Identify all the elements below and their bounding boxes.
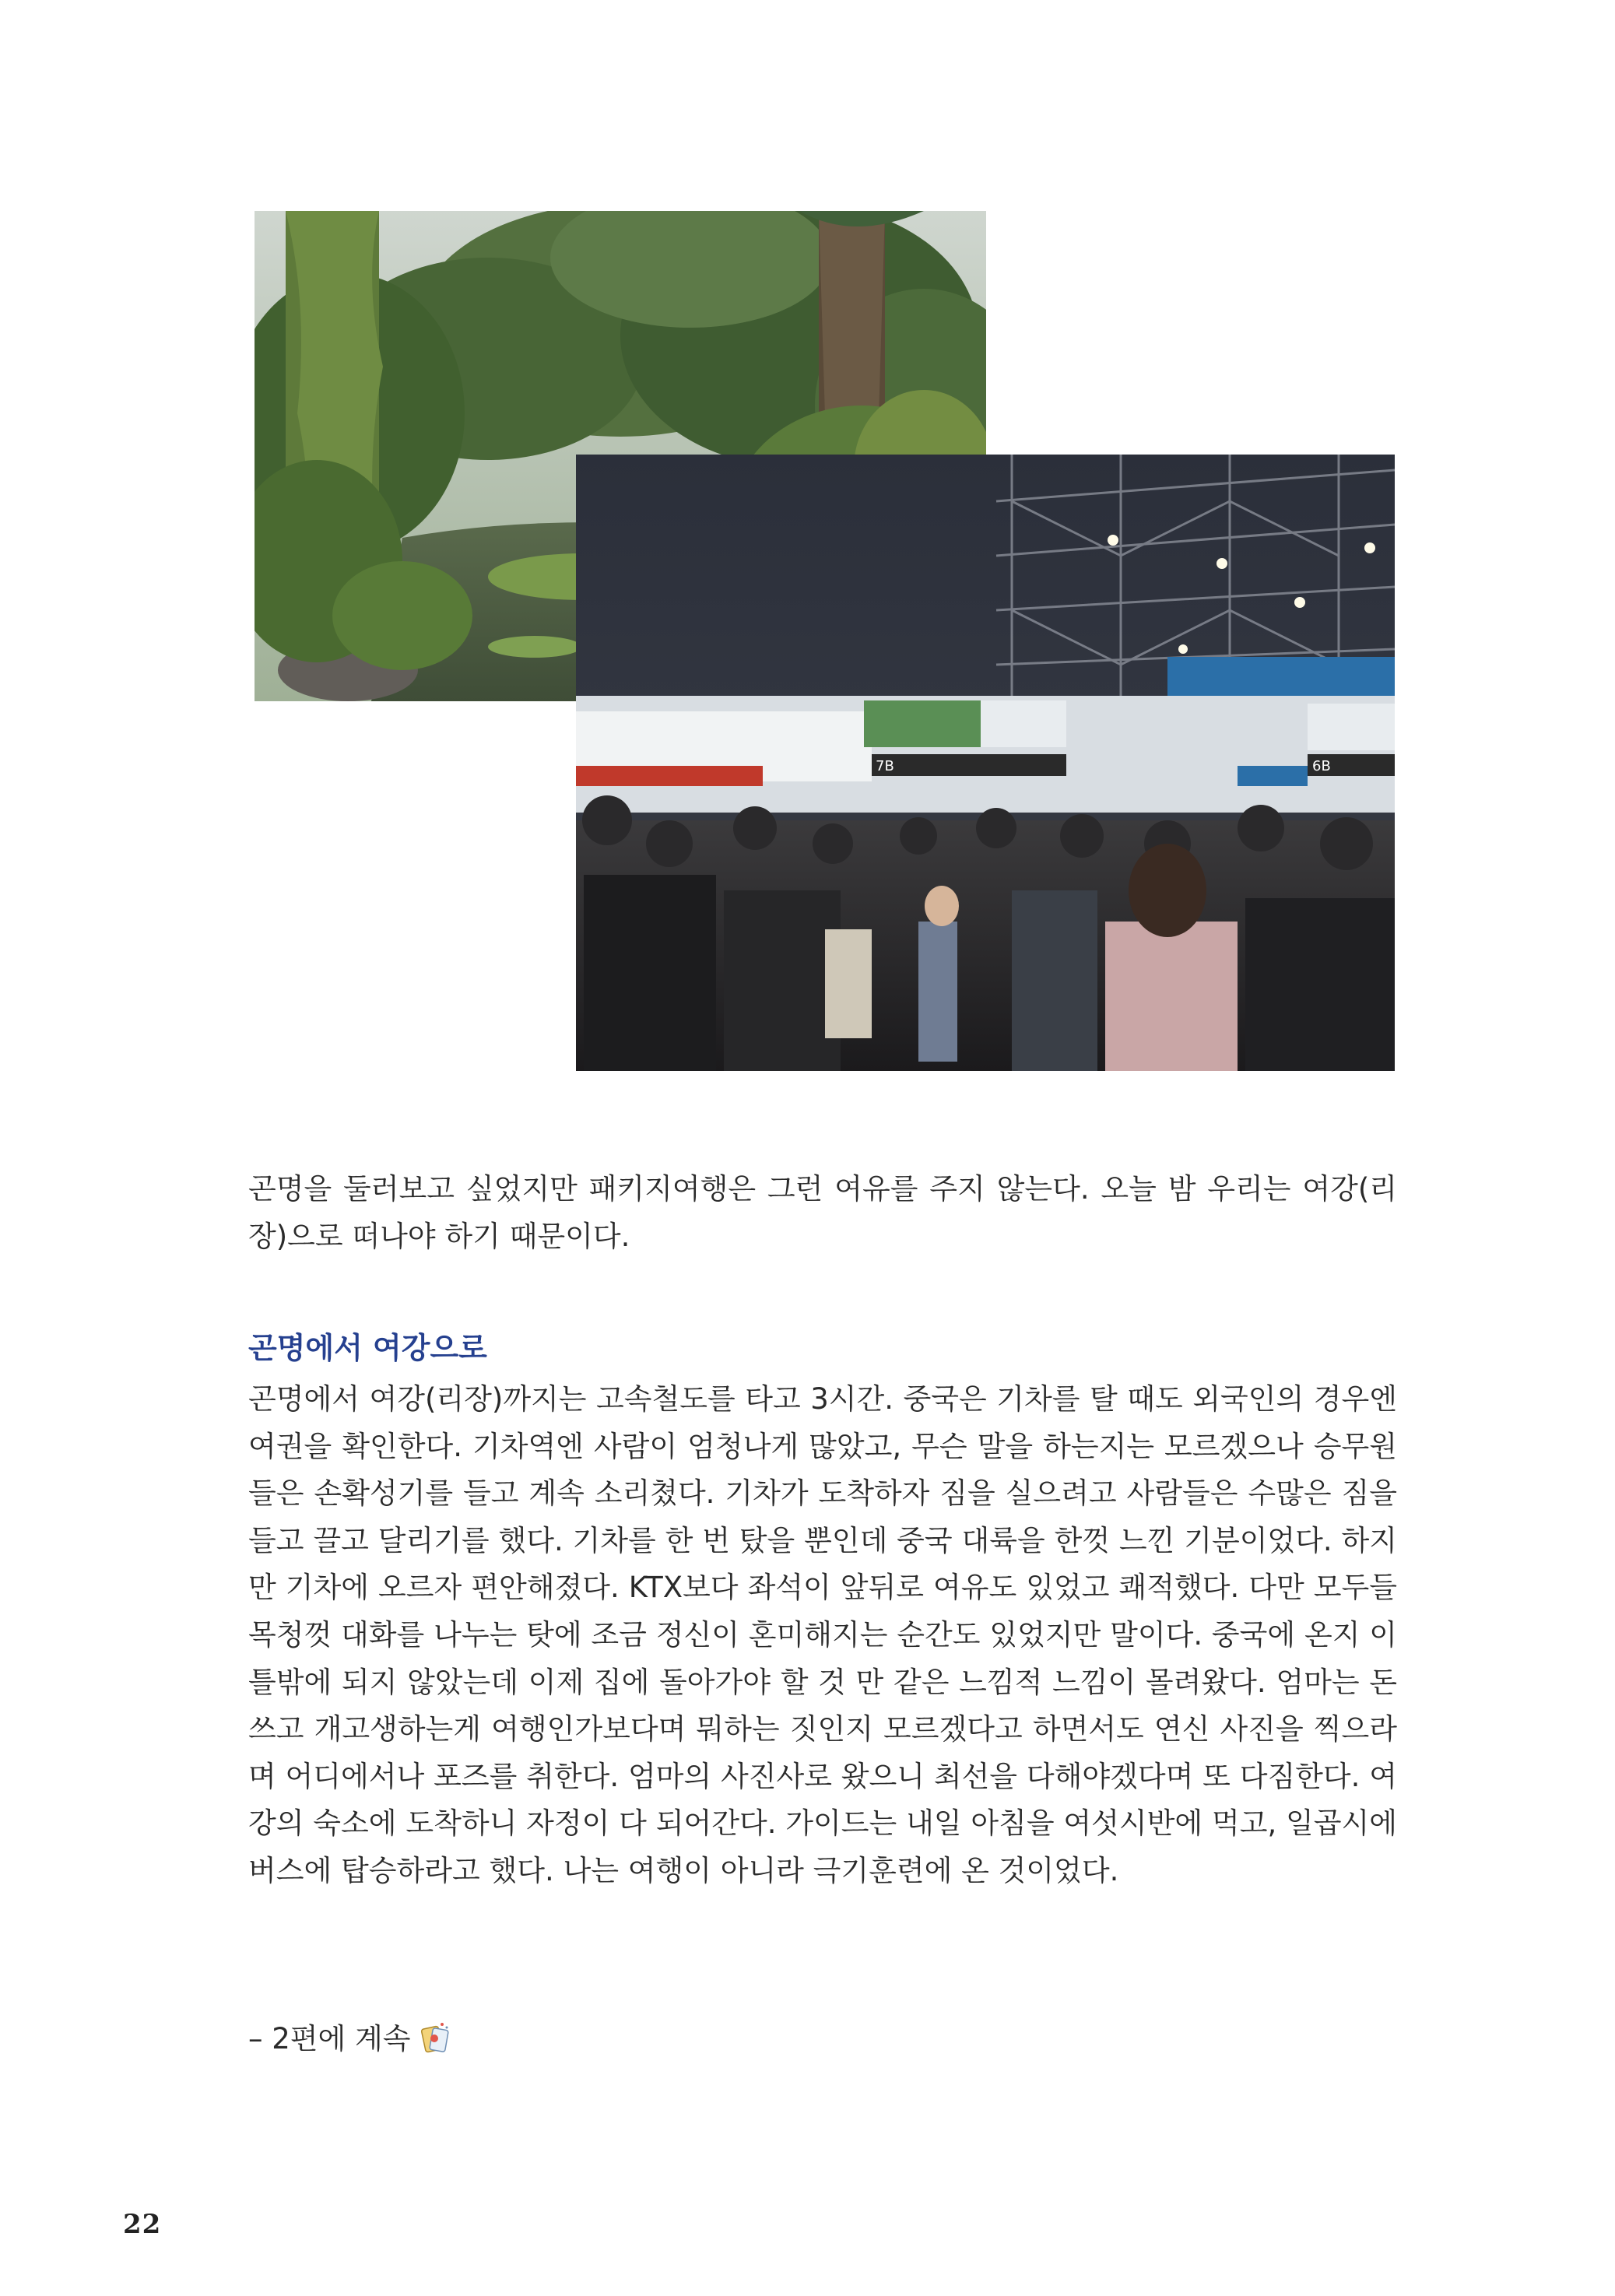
sticker-emoji-icon	[419, 2021, 451, 2057]
continuation-note	[248, 2016, 451, 2063]
section-body-paragraph: 곤명에서 여강(리장)까지는 고속철도를 타고 3시간. 중국은 기차를 탈 때도 외국인의 경우엔 여권을 확인한다. 기차역엔 사람이 엄청나게 많았고, 무슨 말을 하는지는 모르겠으나 승무원들은 손확성기를 들고 계속 소리쳤다. 기차가 도착하자 짐을 실으려고 사람들은 수많은 짐을 들고 끌고 달리기를 했다. 기차를 한 번 탔을 뿐인데 중국 대륙을 한껏 느낀 기분이었다. 하지만 기차에 오르자 편안해졌다. KTX보다 좌석이 앞뒤로 여유도 있었고 쾌적했다. 다만 모두들 목청껏 대화를 나누는 탓에 조금 정신이 혼미해지는 순간도 있었지만 말이다. 중국에 온지 이틀밖에 되지 않았는데 이제 집에 돌아가야 할 것 만 같은 느낌적 느낌이 몰려왔다. 엄마는 돈쓰고 개고생하는게 여행인가보다며 뭐하는 짓인지 모르겠다고 하면서도 연신 사진을 찍으라며 어디에서나 포즈를 취한다. 엄마의 사진사로 왔으니 최선을 다해야겠다며 또 다짐한다. 여강의 숙소에 도착하니 자정이 다 되어간다. 가이드는 내일 아침을 여섯시반에 먹고, 일곱시에 버스에 탑승하라고 했다. 나는 여행이 아니라 극기훈련에 온 것이었다.	[248, 1382, 1397, 1887]
station-sign-7b: 7B	[876, 758, 894, 774]
continuation-text: – 2편에 계속	[248, 2022, 411, 2056]
section-heading: 곤명에서 여강으로	[248, 1331, 487, 1365]
station-photo	[576, 455, 1395, 1071]
station-sign-6b: 6B	[1312, 758, 1331, 774]
station-photo-illustration	[576, 455, 1395, 1071]
intro-paragraph: 곤명을 둘러보고 싶었지만 패키지여행은 그런 여유를 주지 않는다. 오늘 밤 우리는 여강(리장)으로 떠나야 하기 때문이다.	[248, 1172, 1397, 1253]
page-number: 22	[123, 2209, 162, 2240]
